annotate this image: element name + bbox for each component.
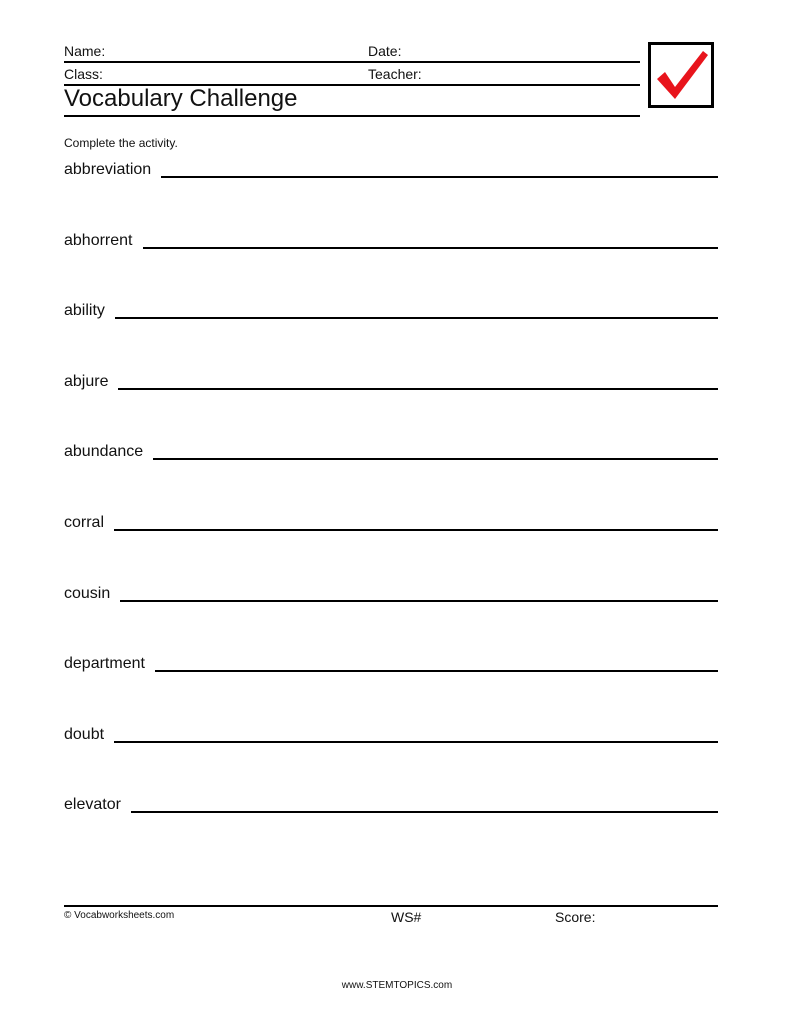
vocab-row (64, 721, 718, 745)
answer-line[interactable] (120, 600, 718, 602)
teacher-label: Teacher: (368, 66, 422, 82)
instructions: Complete the activity. (64, 136, 178, 150)
score-label: Score: (555, 909, 596, 925)
vocab-row (64, 368, 718, 392)
name-date-line (64, 61, 640, 63)
vocab-word: doubt (64, 726, 105, 743)
page-title: Vocabulary Challenge (64, 85, 298, 112)
date-label: Date: (368, 43, 402, 59)
vocab-row (64, 580, 718, 604)
worksheet-number-label: WS# (391, 909, 422, 925)
vocab-row (64, 156, 718, 180)
vocab-row (64, 438, 718, 462)
checkbox (648, 42, 714, 108)
checkmark-icon (651, 45, 711, 105)
answer-line[interactable] (114, 529, 718, 531)
vocab-word: abjure (64, 373, 109, 390)
vocab-word: corral (64, 514, 105, 531)
vocab-word: cousin (64, 585, 111, 602)
vocab-word: abundance (64, 443, 144, 460)
footer-divider (64, 905, 718, 907)
answer-line[interactable] (155, 670, 718, 672)
site-url: www.STEMTOPICS.com (341, 980, 453, 991)
class-label: Class: (64, 66, 103, 82)
vocab-row (64, 227, 718, 251)
answer-line[interactable] (161, 176, 718, 178)
answer-line[interactable] (143, 247, 719, 249)
vocab-row (64, 297, 718, 321)
vocab-word: abhorrent (64, 232, 133, 249)
vocab-row (64, 650, 718, 674)
vocab-word: ability (64, 302, 105, 319)
answer-line[interactable] (114, 741, 718, 743)
answer-line[interactable] (115, 317, 718, 319)
name-label: Name: (64, 43, 106, 59)
title-underline (64, 115, 640, 117)
vocab-word: abbreviation (64, 161, 152, 178)
answer-line[interactable] (118, 388, 718, 390)
answer-line[interactable] (131, 811, 718, 813)
vocab-row (64, 509, 718, 533)
copyright-text: © Vocabworksheets.com (64, 910, 175, 921)
vocab-row (64, 791, 718, 815)
vocab-word: department (64, 655, 145, 672)
vocab-word: elevator (64, 796, 121, 813)
answer-line[interactable] (153, 458, 718, 460)
